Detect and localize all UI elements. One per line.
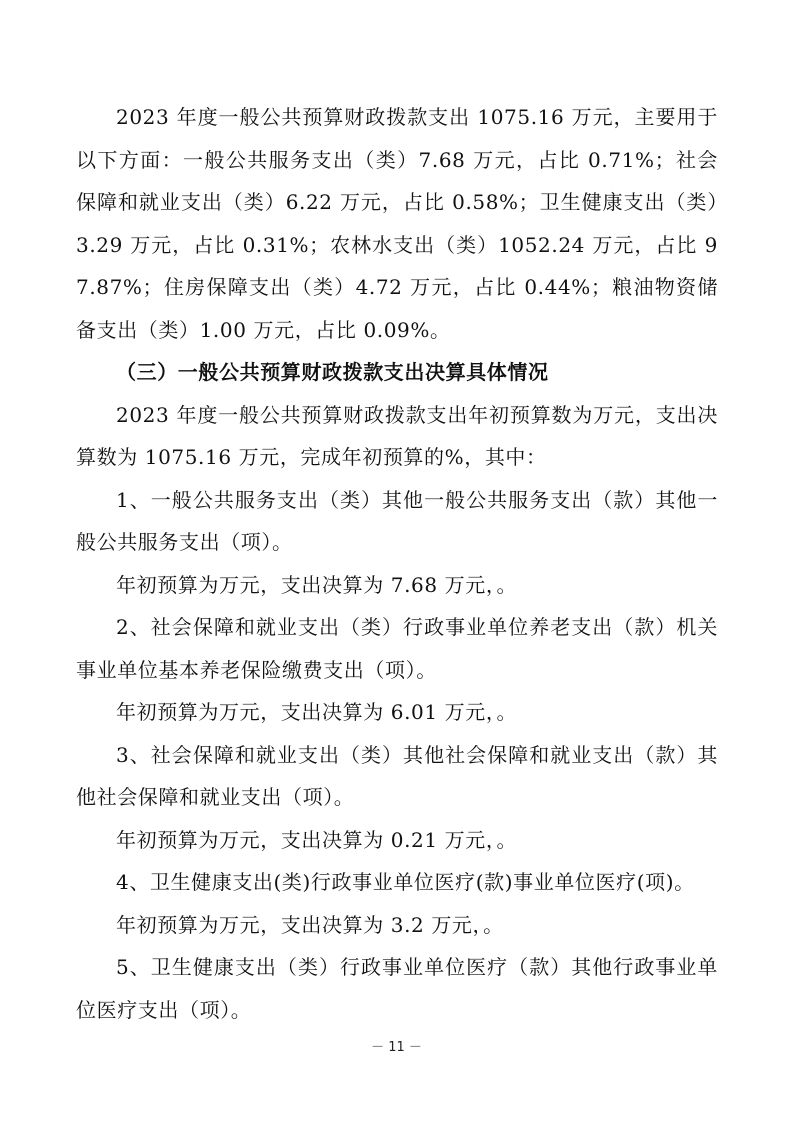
item-4-detail: 年初预算为万元，支出决算为 3.2 万元，。 [116,912,504,937]
item-3-detail: 年初预算为万元，支出决算为 0.21 万元，。 [116,827,518,852]
item-1-detail: 年初预算为万元，支出决算为 7.68 万元，。 [116,572,518,597]
item-1-title: 1、一般公共服务支出（类）其他一般公共服务支出（款）其他一般公共服务支出（项）。 [76,487,718,554]
item-4-title: 4、卫生健康支出(类)行政事业单位医疗(款)事业单位医疗(项)。 [116,870,695,894]
item-2-detail: 年初预算为万元，支出决算为 6.01 万元，。 [116,700,518,724]
budget-overview-paragraph: 2023 年度一般公共预算财政拨款支出年初预算数为万元，支出决算数为 1075.16 万元，完成年初预算的%，其中： [76,402,718,469]
summary-paragraph: 2023 年度一般公共预算财政拨款支出 1075.16 万元，主要用于以下方面：一般公共服务支出（类）7.68 万元，占比 0.71%；社会保障和就业支出（类）6.22 万元，占比 0.58%；卫生健康支出（类）3.29 万元，占比 0.31%；农林水支出（类）1052.24 万元，占比 97.87%；住房保障支出（类）4.72 万元，占比 0.44%；粮油物资储备支出（类）1.00 万元，占比 0.09%。 [76,105,718,342]
page-number: － 11 － [371,1040,422,1055]
item-3-title: 3、社会保障和就业支出（类）其他社会保障和就业支出（款）其他社会保障和就业支出（项）。 [76,742,718,809]
section-heading: （三）一般公共预算财政拨款支出决算具体情况 [116,360,549,384]
item-5-title: 5、卫生健康支出（类）行政事业单位医疗（款）其他行政事业单位医疗支出（项）。 [76,955,718,1022]
document-body [76,96,718,1031]
item-2-title: 2、社会保障和就业支出（类）行政事业单位养老支出（款）机关事业单位基本养老保险缴费支出（项）。 [76,615,718,682]
